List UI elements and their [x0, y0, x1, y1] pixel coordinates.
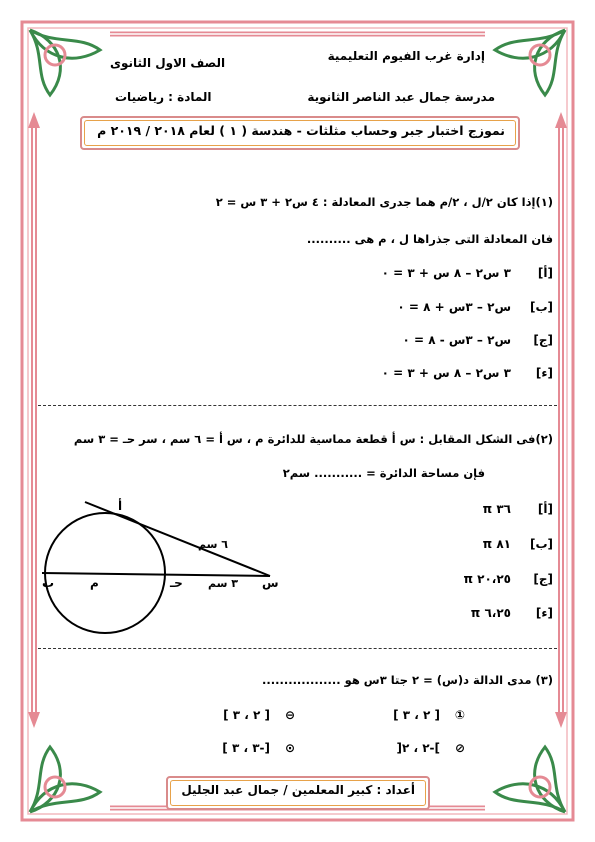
grade-label: الصف الاول الثانوى — [110, 56, 226, 70]
secant-line — [42, 573, 270, 576]
tangent-length: ٦ سم — [198, 538, 228, 551]
q3-option-c[interactable]: ]-٢ ، ٢[ — [396, 741, 440, 755]
q2-option-a[interactable]: ٣٦ π — [482, 502, 511, 516]
separator-1 — [38, 405, 557, 406]
secant-length: ٣ سم — [208, 577, 238, 590]
q3-option-b-label[interactable]: ⊖ — [284, 708, 295, 722]
q2-option-b-label[interactable]: [ب] — [529, 537, 553, 551]
q2-option-c-label[interactable]: [ج] — [533, 572, 553, 586]
q1-option-d-label[interactable]: [ء] — [535, 366, 553, 380]
point-a-label: أ — [118, 499, 123, 513]
circle-tangent-figure — [30, 490, 290, 640]
school-name: مدرسة جمال عبد الناصر الثانوية — [307, 90, 495, 104]
q3-line1: (٣) مدى الدالة د(س) = ٢ جتا ٣س هو .................. — [261, 673, 553, 687]
point-s-label: س — [262, 576, 279, 590]
q2-option-c[interactable]: ٢٠،٢٥ π — [463, 572, 511, 586]
point-b-label: ب — [42, 576, 55, 590]
q3-option-d[interactable]: [-٣ ، ٣ ] — [222, 741, 270, 755]
q1-option-a-label[interactable]: [أ] — [537, 266, 553, 280]
q3-option-a-label[interactable]: ① — [454, 708, 465, 722]
q1-option-d[interactable]: ٣ س٢ – ٨ س + ٣ = ٠ — [381, 366, 511, 380]
q3-option-b[interactable]: [ ٢ ، ٣ ] — [223, 708, 270, 722]
q2-option-d[interactable]: ٦،٢٥ π — [470, 606, 511, 620]
q1-option-a[interactable]: ٣ س٢ – ٨ س + ٣ = ٠ — [381, 266, 511, 280]
q1-option-b-label[interactable]: [ب] — [529, 300, 553, 314]
center-m-label: م — [90, 576, 99, 590]
tangent-line — [85, 502, 270, 576]
q3-option-c-label[interactable]: ⊘ — [454, 741, 465, 755]
separator-2 — [38, 648, 557, 649]
q3-option-a[interactable]: [ ٢ ، ٣ ] — [393, 708, 440, 722]
footer-author: أعداد : كبير المعلمين / جمال عبد الجليل — [181, 783, 415, 797]
q2-option-d-label[interactable]: [ء] — [535, 606, 553, 620]
q1-option-b[interactable]: س٢ – ٣س + ٨ = ٠ — [397, 300, 511, 314]
q2-option-b[interactable]: ٨١ π — [482, 537, 511, 551]
q2-line2: فإن مساحة الدائرة = ........... سم٢ — [282, 466, 485, 480]
q3-option-d-label[interactable]: ⊙ — [284, 741, 295, 755]
exam-title: نموزج اختبار جبر وحساب مثلثات - هندسة ( ١ ) لعام ٢٠١٨ / ٢٠١٩ م — [97, 123, 505, 138]
q1-option-c-label[interactable]: [ج] — [533, 333, 553, 347]
point-h-label: حـ — [170, 576, 183, 590]
q2-line1: (٢)فى الشكل المقابل : س أ قطعة مماسية للدائرة م ، س أ = ٦ سم ، سر حـ = ٣ سم — [73, 432, 553, 446]
q1-option-c[interactable]: س٢ – ٣س - ٨ = ٠ — [402, 333, 511, 347]
admin-name: إدارة غرب الفيوم التعليمية — [327, 49, 485, 63]
q2-option-a-label[interactable]: [أ] — [537, 502, 553, 516]
subject-label: المادة : رياضيات — [115, 90, 212, 104]
q1-line2: فان المعادلة التى جذراها ل ، م هى .......... — [306, 232, 553, 246]
q1-line1: (١)إذا كان ٢/ل ، ٢/م هما جدرى المعادلة : ٤ س٢ + ٣ س = ٢ — [215, 195, 553, 209]
